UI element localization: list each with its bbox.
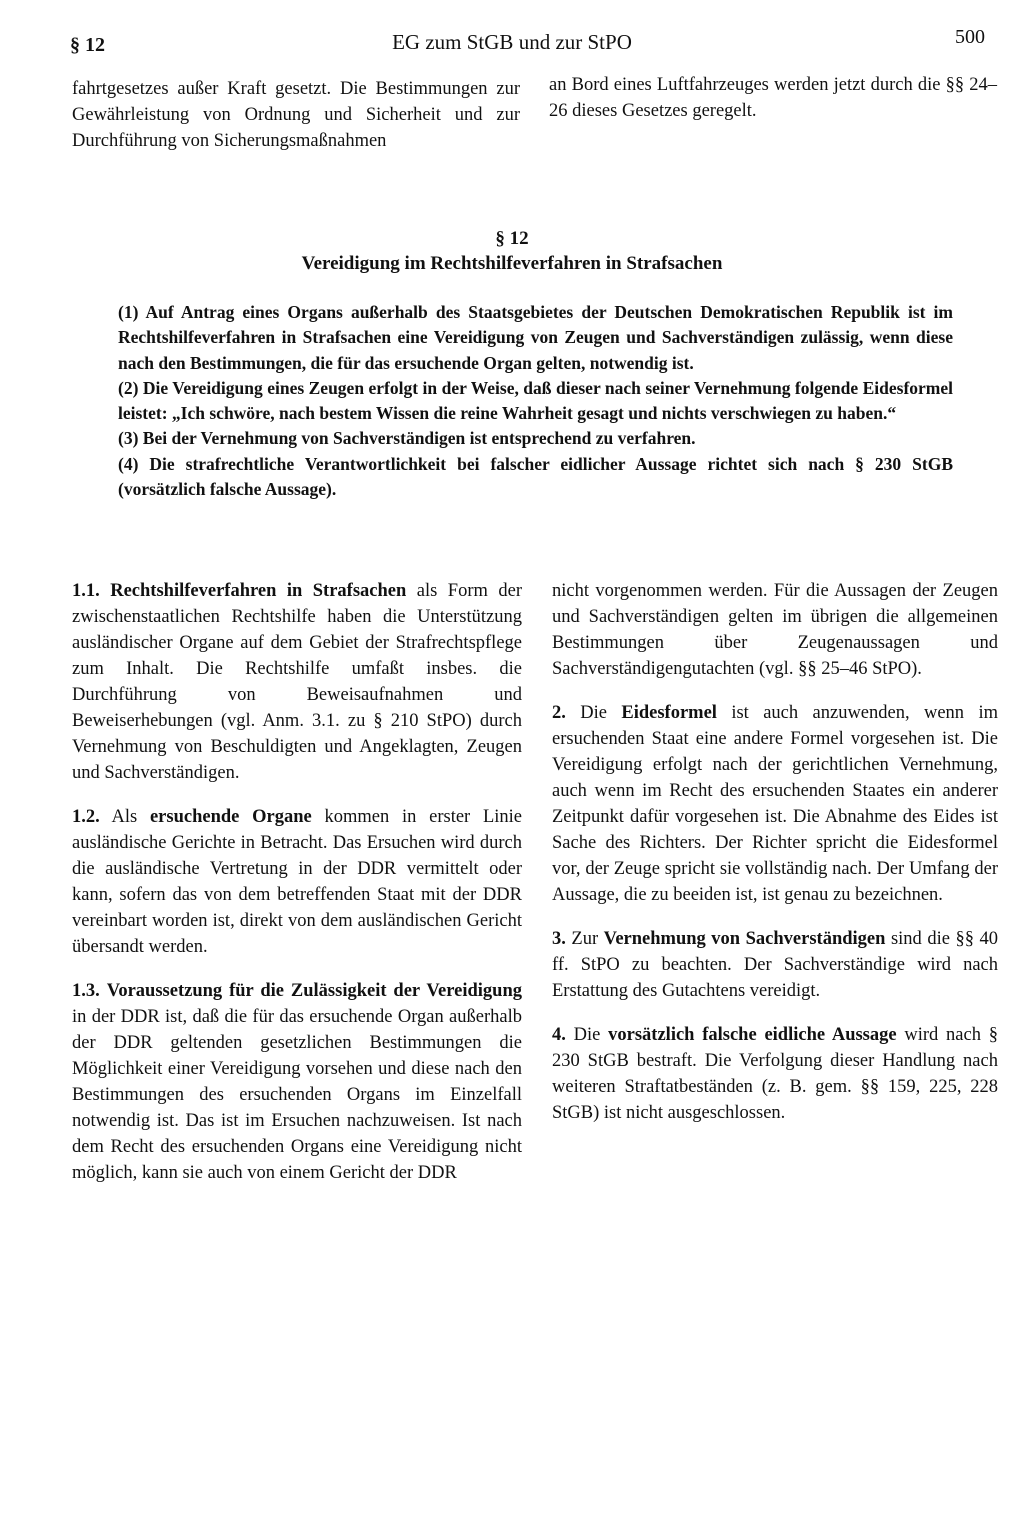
section-number: § 12 — [495, 228, 529, 249]
statute-text — [118, 300, 953, 502]
continuation-left: fahrtgesetzes außer Kraft gesetzt. Die Bestimmungen zur Gewährleistung von Ordnung und Sicherheit und zur Durchführung von Sicherungsmaßnahmen — [72, 79, 520, 151]
statute-paragraph: (2) Die Vereidigung eines Zeugen erfolgt in der Weise, daß dieser nach seiner Vernehmung folgende Eidesformel leistet: „Ich schwöre, nach bestem Wissen die reine Wahrheit gesagt und nichts verschwiegen zu haben.“ — [118, 377, 953, 424]
statute-paragraph: (1) Auf Antrag eines Organs außerhalb des Staatsgebietes der Deutschen Demokratischen Republik ist im Rechtshilfeverfahren in Strafsachen eine Vereidigung von Zeugen und Sachverständigen zulässig, wenn diese nach den Bestimmungen, die für das ersuchende Organ gelten, notwendig ist. — [118, 302, 953, 373]
commentary-right-column — [552, 578, 998, 1144]
commentary-left-column — [72, 578, 522, 1204]
commentary-paragraph: 1.3. Voraussetzung für die Zulässigkeit der Vereidigung in der DDR ist, daß die für das ersuchende Organ außerhalb der DDR geltenden gesetzlichen Bestimmungen die Möglichkeit einer Vereidigung vorsehen und diese nach den Bestimmungen des ersuchenden Organs im Einzelfall notwendig ist. Das ist im Ersuchen nachzuweisen. Ist nach dem Recht des ersuchenden Organs eine Vereidigung nicht möglich, kann sie auch von einem Gericht der DDR — [72, 981, 523, 1183]
running-title: EG zum StGB und zur StPO — [392, 30, 632, 54]
header-section-mark: § 12 — [70, 34, 105, 56]
commentary-paragraph: nicht vorgenommen werden. Für die Aussagen der Zeugen und Sachverständigen gelten im übrigen die allgemeinen Bestimmungen über Zeugenaussagen und Sachverständigengutachten (vgl. §§ 25–46 StPO). — [552, 581, 998, 679]
statute-paragraph: (3) Bei der Vernehmung von Sachverständigen ist entsprechend zu verfahren. — [118, 428, 696, 449]
commentary-paragraph: 1.2. Als ersuchende Organe kommen in erster Linie ausländische Gerichte in Betracht. Das Ersuchen wird durch die ausländische Vertretung in der DDR vermittelt oder kann, sofern das von dem betreffenden Staat mit der DDR vereinbart worden ist, direkt von dem ausländischen Gericht übersandt werden. — [72, 807, 523, 957]
section-title: Vereidigung im Rechtshilfeverfahren in Strafsachen — [301, 253, 723, 274]
page-number: 500 — [955, 26, 985, 48]
statute-paragraph: (4) Die strafrechtliche Verantwortlichkeit bei falscher eidlicher Aussage richtet sich nach § 230 StGB (vorsätzlich falsche Aussage). — [118, 453, 953, 500]
commentary-paragraph: 1.1. Rechtshilfeverfahren in Strafsachen als Form der zwischenstaatlichen Rechtshilfe haben die Unterstützung ausländischer Organe auf dem Gebiet der Strafrechtspflege zum Inhalt. Die Rechtshilfe umfaßt insbes. die Durchführung von Beweisaufnahmen und Beweiserhebungen (vgl. Anm. 3.1. zu § 210 StPO) durch Vernehmung von Beschuldigten und Angeklagten, Zeugen und Sachverständigen. — [72, 581, 522, 783]
commentary-paragraph: 4. Die vorsätzlich falsche eidliche Aussage wird nach § 230 StGB bestraft. Die Verfolgung dieser Handlung nach weiteren Straftatbeständen (z. B. gem. §§ 159, 225, 228 StGB) ist nicht ausgeschlossen. — [552, 1025, 998, 1123]
commentary-paragraph: 3. Zur Vernehmung von Sachverständigen sind die §§ 40 ff. StPO zu beachten. Der Sachverständige wird nach Erstattung des Gutachtens vereidigt. — [552, 929, 998, 1001]
continuation-right: an Bord eines Luftfahrzeuges werden jetzt durch die §§ 24–26 dieses Gesetzes geregelt. — [549, 75, 997, 121]
commentary-paragraph: 2. Die Eidesformel ist auch anzuwenden, wenn im ersuchenden Staat eine andere Formel vorgesehen ist. Die Vereidigung erfolgt nach der gerichtlichen Vernehmung, auch wenn im Recht des ersuchenden Staates ein anderer Zeitpunkt dafür vorgesehen ist. Die Abnahme des Eides ist Sache des Richters. Der Richter spricht die Eidesformel vor, der Zeuge spricht sie vollständig nach. Der Umfang der Aussage, die zu beeiden ist, ist genau zu bezeichnen. — [552, 703, 998, 905]
